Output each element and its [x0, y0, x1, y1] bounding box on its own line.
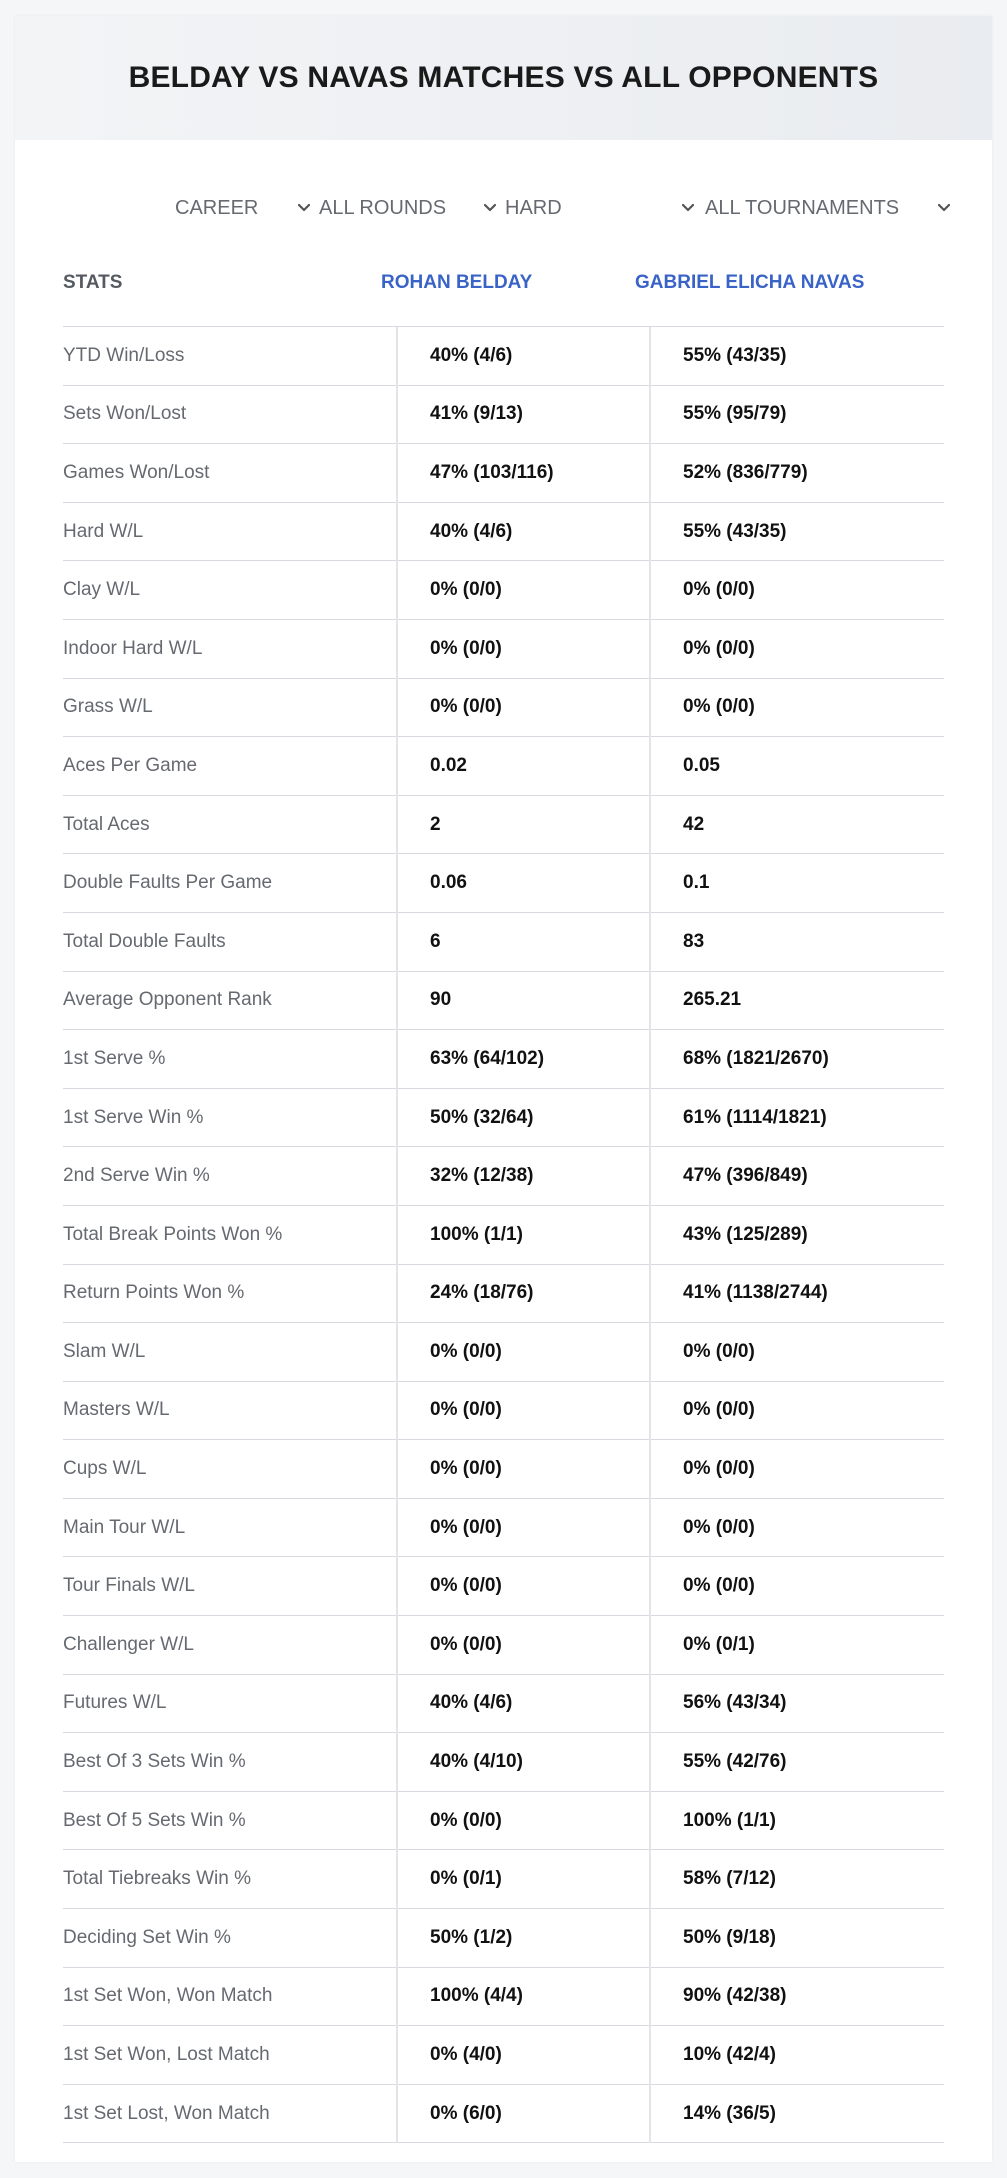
player1-value: 50% (1/2) [430, 1926, 513, 1948]
player1-value: 50% (32/64) [430, 1106, 534, 1128]
player1-value: 0% (0/0) [430, 637, 502, 659]
stat-label: Masters W/L [63, 1399, 170, 1421]
player2-value: 0% (0/0) [683, 1340, 755, 1362]
filter-round-select[interactable] [319, 188, 499, 228]
stat-label: YTD Win/Loss [63, 344, 185, 366]
table-row [63, 1089, 944, 1148]
stat-label: Grass W/L [63, 696, 153, 718]
chevron-down-icon [295, 199, 313, 217]
player2-value: 43% (125/289) [683, 1223, 808, 1245]
stat-label: 1st Serve Win % [63, 1106, 204, 1128]
stat-label: Double Faults Per Game [63, 872, 273, 894]
table-row [63, 386, 944, 445]
stat-label: Main Tour W/L [63, 1516, 186, 1538]
player1-value: 0.02 [430, 754, 467, 776]
stats-card [15, 16, 992, 2162]
player2-value: 0% (0/0) [683, 637, 755, 659]
table-body [63, 327, 944, 2143]
stat-label: Challenger W/L [63, 1633, 194, 1655]
filter-tournament-value: ALL TOURNAMENTS [705, 196, 900, 219]
player2-value: 52% (836/779) [683, 461, 808, 483]
player2-value: 100% (1/1) [683, 1809, 776, 1831]
player2-value: 56% (43/34) [683, 1692, 787, 1714]
stat-label: Games Won/Lost [63, 461, 210, 483]
column-header-stats: STATS [63, 272, 123, 293]
table-row [63, 679, 944, 738]
player2-value: 0% (0/0) [683, 579, 755, 601]
stat-label: Total Aces [63, 813, 150, 835]
stats-table [63, 250, 944, 2143]
table-row [63, 1323, 944, 1382]
player2-value: 55% (43/35) [683, 520, 787, 542]
table-row [63, 1265, 944, 1324]
player1-value: 100% (4/4) [430, 1985, 523, 2007]
player1-value: 0% (0/0) [430, 696, 502, 718]
filter-period-select[interactable] [175, 188, 313, 228]
header [15, 16, 992, 140]
player1-value: 100% (1/1) [430, 1223, 523, 1245]
player2-value: 68% (1821/2670) [683, 1047, 829, 1069]
player1-value: 0% (0/0) [430, 1458, 502, 1480]
player2-value: 0% (0/0) [683, 696, 755, 718]
column-divider [649, 327, 651, 2143]
player1-value: 0% (4/0) [430, 2044, 502, 2066]
player1-value: 0% (0/0) [430, 579, 502, 601]
player2-value: 58% (7/12) [683, 1868, 776, 1890]
table-row [63, 1616, 944, 1675]
stat-label: Best Of 3 Sets Win % [63, 1751, 246, 1773]
stat-label: Best Of 5 Sets Win % [63, 1809, 246, 1831]
player1-value: 32% (12/38) [430, 1165, 534, 1187]
stat-label: Futures W/L [63, 1692, 167, 1714]
stat-label: Total Break Points Won % [63, 1223, 283, 1245]
table-row [63, 1382, 944, 1441]
table-row [63, 1206, 944, 1265]
player1-value: 24% (18/76) [430, 1282, 534, 1304]
player1-value: 63% (64/102) [430, 1047, 545, 1069]
player2-value: 265.21 [683, 989, 742, 1011]
player1-value: 0% (0/0) [430, 1516, 502, 1538]
table-row [63, 1968, 944, 2027]
stat-label: Return Points Won % [63, 1282, 245, 1304]
stat-label: 1st Set Won, Won Match [63, 1985, 273, 2007]
table-row [63, 1909, 944, 1968]
chevron-down-icon [679, 199, 697, 217]
player2-value: 10% (42/4) [683, 2044, 776, 2066]
player2-value: 47% (396/849) [683, 1165, 808, 1187]
player2-value: 50% (9/18) [683, 1926, 776, 1948]
stat-label: 1st Set Lost, Won Match [63, 2102, 270, 2124]
player1-value: 0% (0/0) [430, 1575, 502, 1597]
filter-round-value: ALL ROUNDS [319, 196, 447, 219]
filter-period-value: CAREER [175, 196, 259, 219]
player1-value: 0% (0/0) [430, 1633, 502, 1655]
stat-label: Clay W/L [63, 579, 141, 601]
player2-value: 55% (95/79) [683, 403, 787, 425]
player1-value: 0% (0/0) [430, 1340, 502, 1362]
stat-label: Total Tiebreaks Win % [63, 1868, 251, 1890]
player1-value: 40% (4/6) [430, 344, 513, 366]
stat-label: Average Opponent Rank [63, 989, 272, 1011]
player2-value: 42 [683, 813, 705, 835]
filter-bar [15, 188, 992, 228]
table-row [63, 2085, 944, 2144]
player1-value: 47% (103/116) [430, 461, 554, 483]
stat-label: Sets Won/Lost [63, 403, 187, 425]
player1-value: 0% (0/0) [430, 1399, 502, 1421]
column-header-player2[interactable]: GABRIEL ELICHA NAVAS [635, 272, 865, 293]
player2-value: 0% (0/1) [683, 1633, 755, 1655]
player1-value: 0% (0/0) [430, 1809, 502, 1831]
chevron-down-icon [935, 199, 953, 217]
player2-value: 55% (43/35) [683, 344, 787, 366]
stat-label: Slam W/L [63, 1340, 146, 1362]
player1-value: 41% (9/13) [430, 403, 523, 425]
player1-value: 2 [430, 813, 441, 835]
player2-value: 0% (0/0) [683, 1399, 755, 1421]
column-divider [396, 327, 398, 2143]
player2-value: 0.05 [683, 754, 720, 776]
player1-value: 40% (4/6) [430, 1692, 513, 1714]
table-row [63, 1147, 944, 1206]
stat-label: Cups W/L [63, 1458, 147, 1480]
player2-value: 61% (1114/1821) [683, 1106, 827, 1128]
table-row [63, 2026, 944, 2085]
table-row [63, 327, 944, 386]
table-row [63, 854, 944, 913]
table-row [63, 796, 944, 855]
table-row [63, 1792, 944, 1851]
player1-value: 0.06 [430, 872, 467, 894]
table-row [63, 444, 944, 503]
player1-value: 90 [430, 989, 452, 1011]
stat-label: Total Double Faults [63, 930, 226, 952]
stat-label: Hard W/L [63, 520, 144, 542]
table-row [63, 913, 944, 972]
filter-tournament-select[interactable] [705, 188, 953, 228]
table-row [63, 503, 944, 562]
table-row [63, 1440, 944, 1499]
chevron-down-icon [481, 199, 499, 217]
table-row [63, 1499, 944, 1558]
table-row [63, 1557, 944, 1616]
player2-value: 83 [683, 930, 705, 952]
player2-value: 0% (0/0) [683, 1575, 755, 1597]
column-header-player1[interactable]: ROHAN BELDAY [381, 272, 533, 293]
player2-value: 55% (42/76) [683, 1751, 787, 1773]
table-row [63, 561, 944, 620]
filter-surface-value: HARD [505, 196, 562, 219]
stat-label: 1st Serve % [63, 1047, 166, 1069]
player2-value: 0.1 [683, 872, 710, 894]
table-row [63, 620, 944, 679]
table-row [63, 1030, 944, 1089]
table-row [63, 1733, 944, 1792]
page-title: BELDAY VS NAVAS MATCHES VS ALL OPPONENTS [128, 61, 879, 94]
table-row [63, 1675, 944, 1734]
stat-label: Indoor Hard W/L [63, 637, 203, 659]
player2-value: 90% (42/38) [683, 1985, 787, 2007]
stat-label: 2nd Serve Win % [63, 1165, 210, 1187]
stat-label: Deciding Set Win % [63, 1926, 231, 1948]
player1-value: 0% (6/0) [430, 2102, 502, 2124]
filter-surface-select[interactable] [505, 188, 697, 228]
player1-value: 40% (4/10) [430, 1751, 523, 1773]
stat-label: Tour Finals W/L [63, 1575, 195, 1597]
player2-value: 41% (1138/2744) [683, 1282, 828, 1304]
stat-label: 1st Set Won, Lost Match [63, 2044, 270, 2066]
player2-value: 14% (36/5) [683, 2102, 776, 2124]
stat-label: Aces Per Game [63, 754, 198, 776]
player1-value: 0% (0/1) [430, 1868, 502, 1890]
player2-value: 0% (0/0) [683, 1516, 755, 1538]
table-row [63, 1850, 944, 1909]
table-row [63, 972, 944, 1031]
player1-value: 6 [430, 930, 441, 952]
table-row [63, 737, 944, 796]
player1-value: 40% (4/6) [430, 520, 513, 542]
player2-value: 0% (0/0) [683, 1458, 755, 1480]
table-header [63, 250, 944, 327]
